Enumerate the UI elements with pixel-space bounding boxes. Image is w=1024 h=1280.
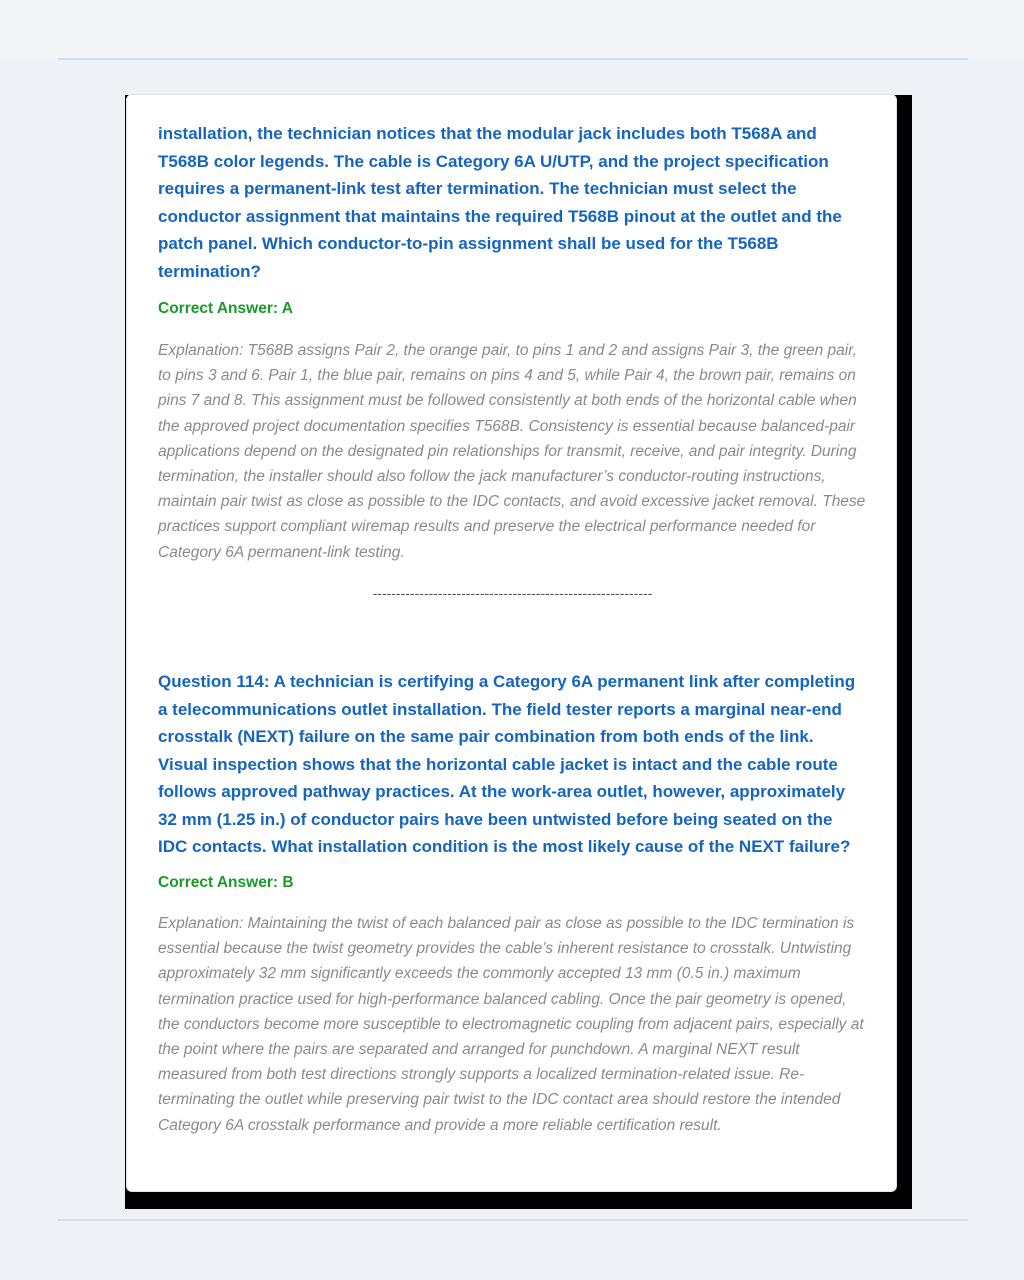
bottom-rule	[58, 1219, 968, 1221]
question-114-text: Question 114: A technician is certifying a Category 6A permanent link after completing a telecommunications outlet installation. The field tester reports a marginal near-end crosstalk (NEXT) failure on the same pair combination from both ends of the link. Visual inspection shows that the horizontal cable jacket is intact and the cable route follows approved pathway practices. At the work-area outlet, however, approximately 32 mm (1.25 in.) of conductor pairs have been untwisted before being seated on the IDC contacts. What installation condition is the most likely cause of the NEXT failure?	[158, 672, 856, 856]
question-divider: ------------------------------------------------------------	[372, 585, 653, 601]
document-page	[126, 94, 897, 1192]
question-113-correct-answer: Correct Answer: A	[158, 300, 293, 317]
question-113-explanation: Explanation: T568B assigns Pair 2, the orange pair, to pins 1 and 2 and assigns Pair 3, the green pair, to pins 3 and 6. Pair 1, the blue pair, remains on pins 4 and 5, while Pair 4, the brown pair, remains on pins 7 and 8. This assignment must be followed consistently at both ends of the horizontal cable when the approved project documentation specifies T568B. Consistency is essential because balanced-pair applications depend on the designated pin relationships for transmit, receive, and pair integrity. During termination, the installer should also follow the jack manufacturer’s conductor-routing instructions, maintain pair twist as close as possible to the IDC contacts, and avoid excessive jacket removal. These practices support compliant wiremap results and preserve the electrical performance needed for Category 6A permanent-link testing.	[158, 342, 866, 561]
question-114-correct-answer: Correct Answer: B	[158, 874, 294, 891]
question-113-text: installation, the technician notices that the modular jack includes both T568A and T568B color legends. The cable is Category 6A U/UTP, and the project specification requires a permanent-link test after termination. The technician must select the conductor assignment that maintains the required T568B pinout at the outlet and the patch panel. Which conductor-to-pin assignment shall be used for the T568B termination?	[158, 124, 842, 281]
question-114-explanation: Explanation: Maintaining the twist of each balanced pair as close as possible to the IDC termination is essential because the twist geometry provides the cable’s inherent resistance to crosstalk. Untwisting approximately 32 mm significantly exceeds the commonly accepted 13 mm (0.5 in.) maximum termination practice used for high-performance balanced cabling. Once the pair geometry is opened, the conductors become more susceptible to electromagnetic coupling from adjacent pairs, especially at the point where the pairs are separated and arranged for punchdown. A marginal NEXT result measured from both test directions strongly supports a localized termination-related issue. Re-terminating the outlet while preserving pair twist to the IDC contact area should restore the intended Category 6A crosstalk performance and provide a more reliable certification result.	[158, 915, 864, 1134]
top-rule	[58, 58, 968, 60]
top-band	[0, 0, 1024, 58]
